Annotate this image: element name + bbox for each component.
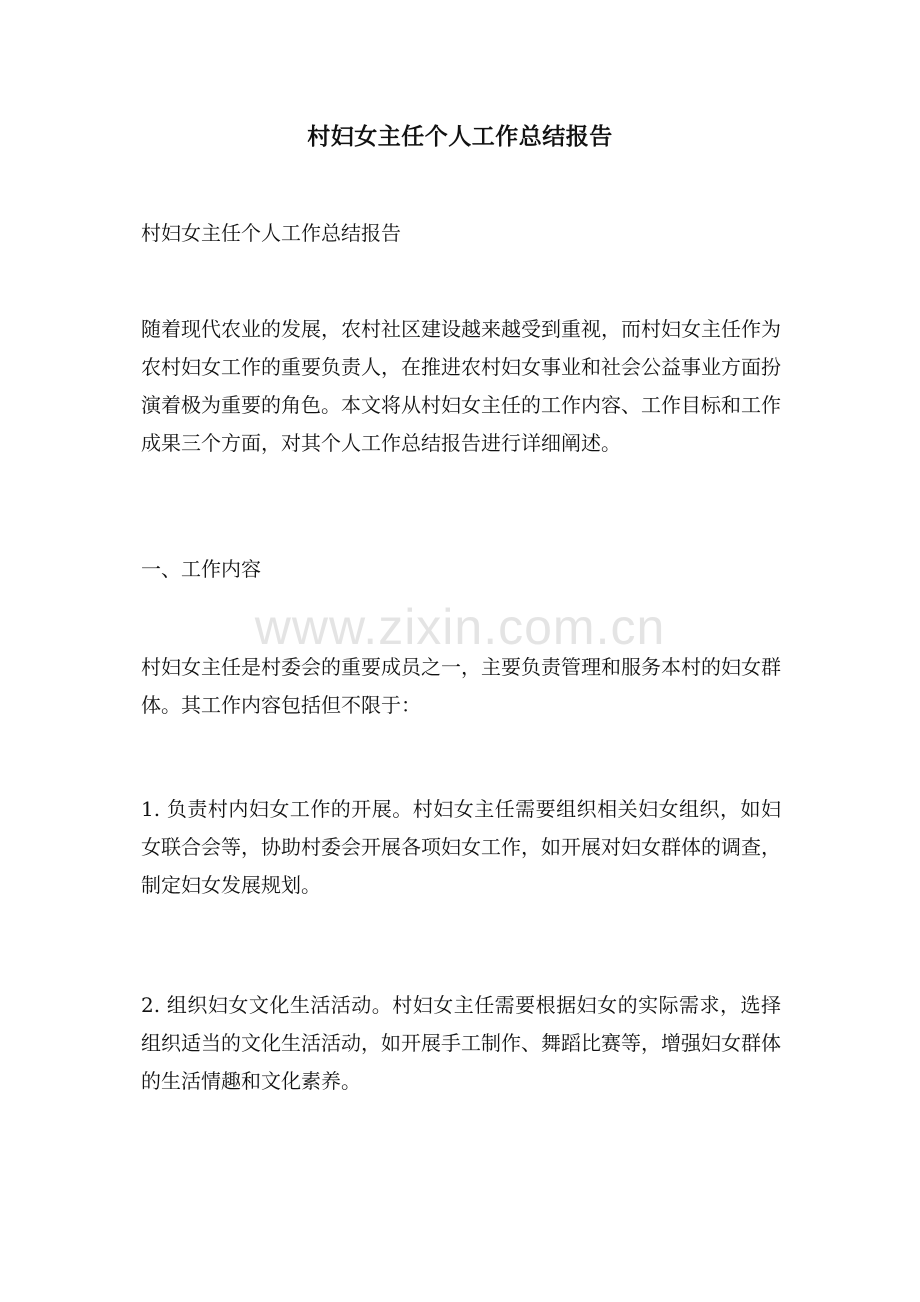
- document-subtitle: 村妇女主任个人工作总结报告: [141, 221, 401, 245]
- document-title: 村妇女主任个人工作总结报告: [307, 123, 613, 150]
- section-intro-paragraph: 村妇女主任是村委会的重要成员之一，主要负责管理和服务本村的妇女群体。其工作内容包括但不限于：: [141, 655, 781, 717]
- intro-paragraph: 随着现代农业的发展，农村社区建设越来越受到重视，而村妇女主任作为农村妇女工作的重要负责人，在推进农村妇女事业和社会公益事业方面扮演着极为重要的角色。本文将从村妇女主任的工作内容、工作目标和工作成果三个方面，对其个人工作总结报告进行详细阐述。: [141, 317, 781, 455]
- section-heading-work-content: 一、工作内容: [141, 557, 261, 581]
- list-item-1: 1. 负责村内妇女工作的开展。村妇女主任需要组织相关妇女组织，如妇女联合会等，协助村委会开展各项妇女工作，如开展对妇女群体的调查，制定妇女发展规划。: [141, 797, 781, 897]
- site-watermark: www.zixin.com.cn: [254, 599, 666, 655]
- list-item-2: 2. 组织妇女文化生活活动。村妇女主任需要根据妇女的实际需求，选择组织适当的文化生活活动，如开展手工制作、舞蹈比赛等，增强妇女群体的生活情趣和文化素养。: [141, 993, 781, 1093]
